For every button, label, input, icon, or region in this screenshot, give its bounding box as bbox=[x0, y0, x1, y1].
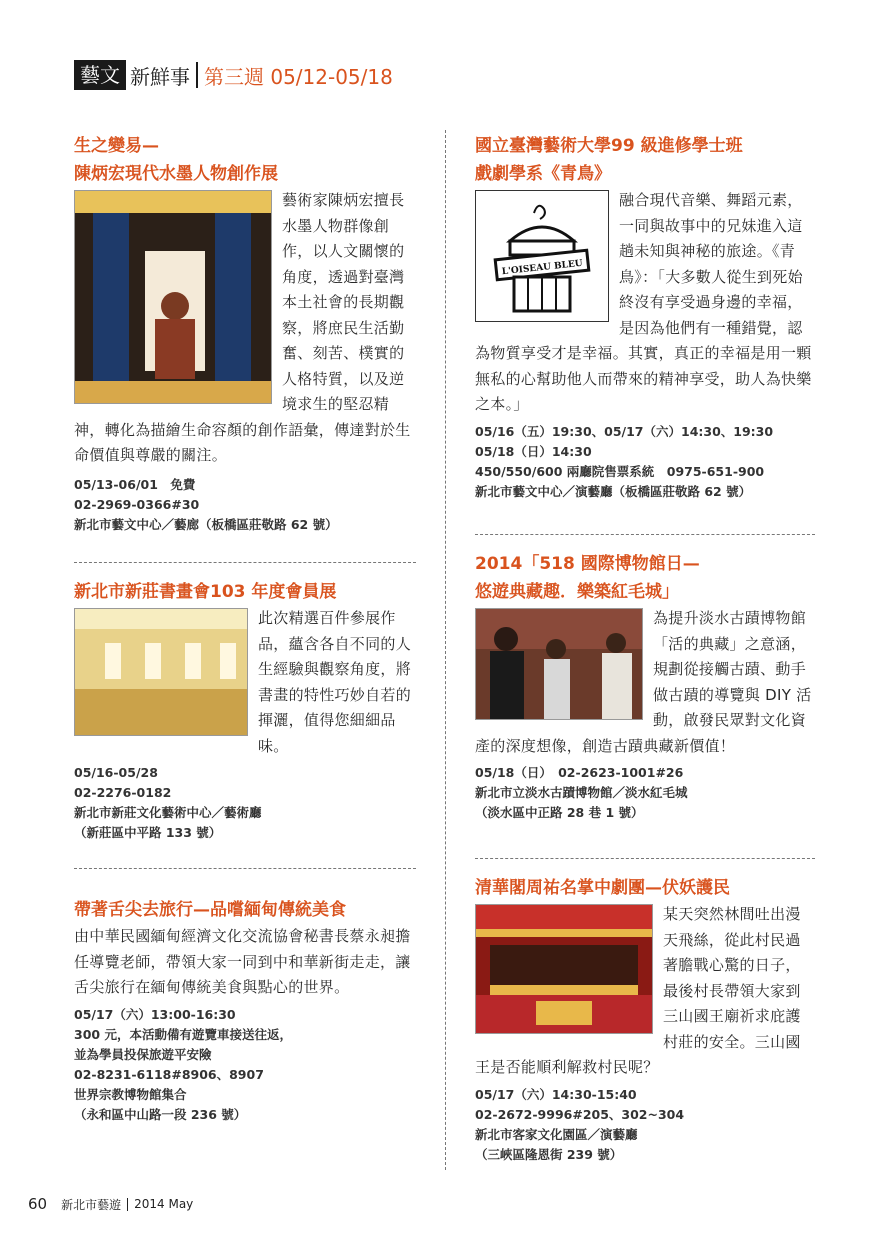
article-blue-bird bbox=[475, 132, 815, 502]
info-line: 02-8231-6118#8906、8907 bbox=[74, 1066, 264, 1082]
article-subtitle: 陳炳宏現代水墨人物創作展 bbox=[74, 164, 278, 184]
article-divider bbox=[475, 534, 815, 535]
article-body: 藝術家陳炳宏擅長水墨人物群像創作，以人文關懷的角度，透過對臺灣本土社會的長期觀察，將庶民生活勤奮、刻苦、樸實的人格特質，以及逆境求生的堅忍精神，轉化為描繪生命容顏的創作語彙，傳達對於生命價值與尊嚴的關注。 bbox=[74, 191, 411, 464]
header-separator bbox=[196, 62, 198, 88]
article-museum-day bbox=[475, 550, 815, 823]
article-info bbox=[74, 475, 414, 535]
page-footer bbox=[28, 1195, 193, 1213]
info-line: 05/18（日） 02-2623-1001#26 bbox=[475, 765, 684, 780]
article-xinzhuang-calligraphy bbox=[74, 578, 414, 843]
info-line: 05/17（六）13:00-16:30 bbox=[74, 1006, 236, 1022]
article-title: 生之變易— bbox=[74, 136, 159, 156]
info-line: 新北市藝文中心／藝廊（板橋區莊敬路 62 號） bbox=[74, 516, 338, 532]
page-header bbox=[74, 58, 393, 92]
section-title: 新鮮事 bbox=[130, 64, 190, 89]
info-line: 05/13-06/01 免費 bbox=[74, 476, 196, 492]
exhibition-hall-graphic bbox=[75, 609, 247, 735]
article-myanmar-food bbox=[74, 896, 414, 1125]
info-line: 450/550/600 兩廳院售票系統 0975-651-900 bbox=[475, 463, 765, 479]
info-line: 300 元，本活動備有遊覽車接送往返， bbox=[74, 1026, 292, 1042]
logo-text: L'OISEAU BLEU bbox=[501, 258, 584, 278]
info-line: （新莊區中平路 133 號） bbox=[74, 825, 222, 840]
blue-bird-logo bbox=[475, 190, 609, 322]
info-line: 新北市新莊文化藝術中心／藝術廳 bbox=[74, 805, 262, 820]
ink-painting-graphic bbox=[75, 191, 271, 403]
article-title: 國立臺灣藝術大學99 級進修學士班 bbox=[475, 136, 743, 156]
info-line: 並為學員投保旅遊平安險 bbox=[74, 1046, 212, 1062]
week-label: 第三週 05/12-05/18 bbox=[204, 64, 393, 89]
article-info bbox=[475, 1085, 815, 1165]
info-line: 05/17（六）14:30-15:40 bbox=[475, 1086, 637, 1102]
article-info bbox=[74, 1005, 414, 1125]
info-line: 05/16（五）19:30、05/17（六）14:30、19:30 bbox=[475, 423, 774, 439]
footer-separator bbox=[127, 1198, 128, 1211]
article-title: 2014「518 國際博物館日— bbox=[475, 554, 700, 574]
info-line: （永和區中山路一段 236 號） bbox=[74, 1106, 247, 1122]
magazine-name: 新北市藝遊 bbox=[61, 1197, 122, 1212]
article-subtitle: 戲劇學系《青鳥》 bbox=[475, 164, 611, 184]
article-body: 此次精選百件參展作品，蘊含各自不同的人生經驗與觀察角度，將書畫的特性巧妙自若的揮灑，值得您細細品味。 bbox=[258, 609, 412, 755]
article-body: 由中華民國緬甸經濟文化交流協會秘書長蔡永昶擔任導覽老師，帶領大家一同到中和華新街走走，讓舌尖旅行在緬甸傳統美食與點心的世界。 bbox=[74, 927, 411, 996]
article-info bbox=[475, 422, 815, 502]
info-line: 新北市藝文中心／演藝廳（板橋區莊敬路 62 號） bbox=[475, 483, 752, 499]
museum-visitors-photo bbox=[475, 608, 643, 720]
article-divider bbox=[74, 868, 416, 869]
article-info bbox=[475, 763, 815, 823]
article-body: 某天突然林間吐出漫天飛絲，從此村民過著膽戰心驚的日子，最後村長帶領大家到三山國王廟祈求庇護村莊的安全。三山國王是否能順利解救村民呢？ bbox=[475, 905, 801, 1076]
info-line: 新北市客家文化園區／演藝廳 bbox=[475, 1126, 638, 1142]
info-line: （三峽區隆恩街 239 號） bbox=[475, 1146, 623, 1162]
article-puppet-theater bbox=[475, 874, 815, 1165]
puppet-stage-photo bbox=[475, 904, 653, 1034]
article-body: 融合現代音樂、舞蹈元素，一同與故事中的兄妹進入這趟未知與神秘的旅途。《青鳥》：「大多數人從生到死始終沒有享受過身邊的幸福，是因為他們有一種錯覺，認為物質享受才是幸福。其實，真正的幸福是用一顆無私的心幫助他人而帶來的精神享受，助人為快樂之本。」 bbox=[475, 191, 812, 413]
page-number: 60 bbox=[28, 1195, 48, 1213]
section-tag: 藝文 bbox=[74, 60, 126, 90]
info-line: 新北市立淡水古蹟博物館／淡水紅毛城 bbox=[475, 785, 688, 800]
column-divider bbox=[445, 130, 446, 1170]
article-title: 帶著舌尖去旅行—品嚐緬甸傳統美食 bbox=[74, 900, 346, 920]
issue-label: 2014 May bbox=[134, 1197, 194, 1211]
info-line: 05/16-05/28 bbox=[74, 765, 158, 780]
ink-painting-image bbox=[74, 190, 272, 404]
info-line: 世界宗教博物館集合 bbox=[74, 1086, 187, 1102]
article-title: 清華閣周祐名掌中劇團—伏妖護民 bbox=[475, 878, 730, 898]
info-line: （淡水區中正路 28 巷 1 號） bbox=[475, 805, 644, 820]
exhibition-hall-image bbox=[74, 608, 248, 736]
info-line: 05/18（日）14:30 bbox=[475, 443, 592, 459]
blue-bird-logo-graphic bbox=[476, 191, 608, 321]
article-body: 為提升淡水古蹟博物館「活的典藏」之意涵，規劃從接觸古蹟、動手做古蹟的導覽與 DIY 活動，啟發民眾對文化資產的深度想像，創造古蹟典藏新價值！ bbox=[475, 609, 812, 755]
article-divider bbox=[74, 562, 416, 563]
puppet-stage-graphic bbox=[476, 905, 652, 1033]
info-line: 02-2276-0182 bbox=[74, 785, 172, 800]
info-line: 02-2969-0366#30 bbox=[74, 496, 200, 512]
museum-visitors-graphic bbox=[476, 609, 642, 719]
article-chen-binghong bbox=[74, 132, 414, 535]
article-subtitle: 悠遊典藏趣．樂築紅毛城」 bbox=[475, 582, 679, 602]
article-title: 新北市新莊書畫會103 年度會員展 bbox=[74, 582, 337, 602]
article-divider bbox=[475, 858, 815, 859]
article-info bbox=[74, 763, 414, 843]
info-line: 02-2672-9996#205、302~304 bbox=[475, 1106, 685, 1122]
